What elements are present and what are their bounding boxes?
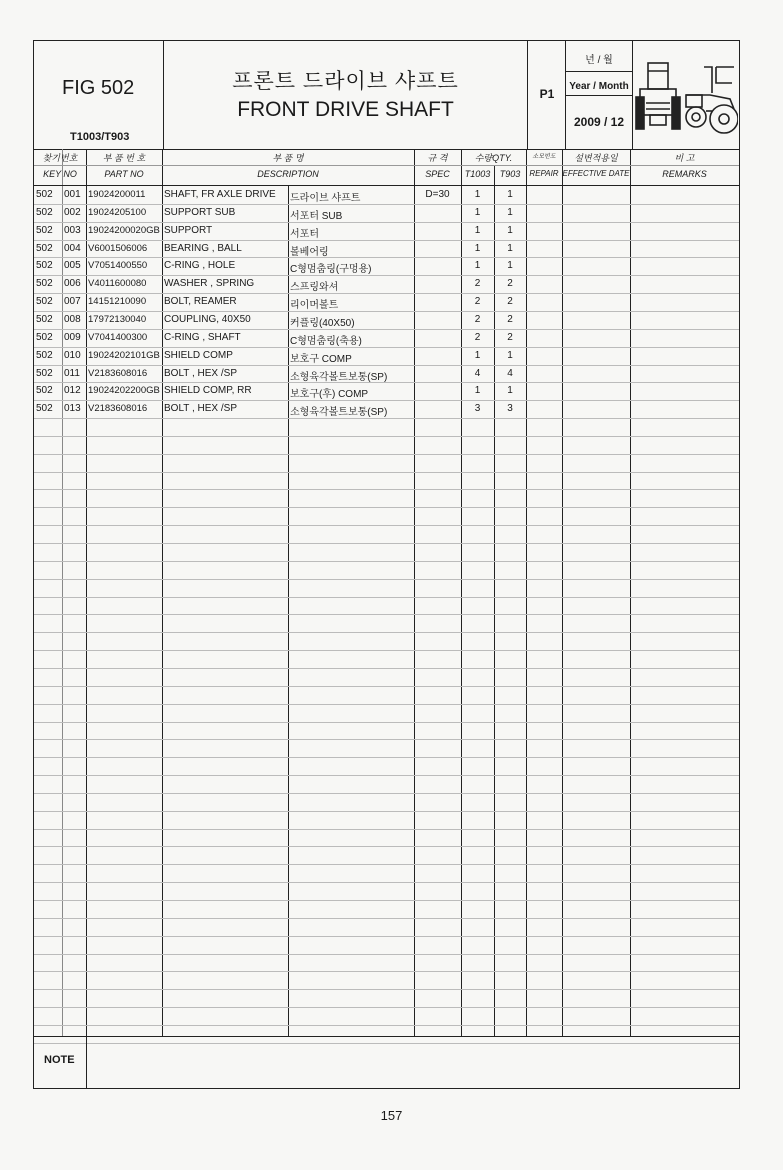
row-rule (34, 668, 739, 669)
col-spec-kr: 규 격 (427, 153, 448, 163)
cell-desc-kr: 보호구(후) COMP (290, 389, 369, 401)
note-label: NOTE (44, 1054, 75, 1066)
year-month-label-en: Year / Month (569, 81, 629, 92)
row-rule (34, 971, 739, 972)
col-effective-en: EFFECTIVE DATE (562, 169, 630, 178)
col-spec-en: SPEC (425, 169, 450, 179)
row-rule (34, 1007, 739, 1008)
year-month-label-kr: 년 / 월 (585, 55, 613, 66)
cell-fig: 502 (36, 296, 53, 308)
cell-q2: 1 (507, 260, 513, 272)
cell-q1: 1 (474, 224, 481, 236)
cell-part: V2183608016 (88, 367, 148, 379)
cell-q1: 1 (474, 260, 481, 272)
cell-q2: 1 (507, 224, 513, 236)
cell-q1: 1 (474, 349, 481, 361)
col-qty: 수량QTY. (474, 153, 513, 163)
row-rule (34, 365, 739, 366)
row-rule (34, 507, 739, 508)
row-rule (34, 846, 739, 847)
title-korean: 프론트 드라이브 샤프트 (232, 70, 459, 93)
cell-desc-kr: 드라이브 샤프트 (290, 193, 361, 204)
cell-desc-kr: 보호구 COMP (290, 353, 352, 365)
row-rule (34, 597, 739, 598)
row-rule (34, 936, 739, 937)
cell-q1: 4 (474, 367, 481, 379)
cell-desc-kr: C형멈춤링(축용) (290, 335, 362, 347)
cell-part: V4011600080 (88, 278, 147, 290)
cell-fig: 502 (36, 242, 53, 254)
row-rule (34, 650, 739, 651)
row-rule (34, 722, 739, 723)
cell-desc-en: BOLT , HEX /SP (164, 367, 237, 379)
cell-desc-en: C-RING , SHAFT (164, 331, 241, 343)
row-rule (34, 757, 739, 758)
cell-part: V7041400300 (88, 331, 148, 343)
col-qty-t1003: T1003 (464, 169, 491, 179)
cell-q2: 1 (507, 206, 513, 218)
cell-desc-kr: 서포터 SUB (290, 210, 343, 222)
row-rule (34, 900, 739, 901)
cell-desc-kr: 스프링와셔 (290, 282, 339, 294)
row-rule (34, 864, 739, 865)
cell-key: 005 (64, 260, 81, 272)
cell-spec: D=30 (425, 189, 450, 200)
cell-key: 003 (64, 224, 81, 236)
col-key-en: KEY NO (43, 169, 77, 179)
row-rule (34, 829, 739, 830)
cell-desc-en: COUPLING, 40X50 (164, 313, 251, 325)
cell-desc-en: SUPPORT (164, 224, 213, 236)
cell-key: 006 (64, 278, 81, 290)
col-repair-en: REPAIR (529, 169, 559, 178)
row-rule (34, 739, 739, 740)
cell-part: 19024202200GB (88, 385, 160, 397)
row-rule (34, 918, 739, 919)
cell-q1: 1 (474, 242, 481, 254)
cell-fig: 502 (36, 278, 53, 290)
cell-desc-en: SHAFT, FR AXLE DRIVE (164, 189, 276, 200)
cell-key: 008 (64, 313, 81, 325)
cell-key: 010 (64, 349, 81, 361)
cell-desc-en: BEARING , BALL (164, 242, 242, 254)
fig-number: FIG 502 (62, 77, 135, 99)
cell-desc-kr: 리이머볼트 (290, 300, 339, 312)
cell-desc-en: SUPPORT SUB (164, 206, 236, 218)
cell-part: V6001506006 (88, 242, 148, 254)
cell-q2: 2 (507, 313, 513, 325)
cell-q2: 2 (507, 331, 513, 343)
row-rule (34, 240, 739, 241)
row-rule (34, 329, 739, 330)
row-rule (34, 775, 739, 776)
cell-q2: 2 (507, 296, 513, 308)
row-rule (34, 436, 739, 437)
row-rule (34, 793, 739, 794)
cell-fig: 502 (36, 189, 53, 200)
row-rule (34, 489, 739, 490)
row-rule (34, 954, 739, 955)
cell-part: V7051400550 (88, 260, 148, 272)
cell-q2: 3 (507, 403, 513, 415)
cell-part: V2183608016 (88, 403, 148, 415)
row-rule (34, 525, 739, 526)
cell-part: 17972130040 (88, 313, 147, 325)
cell-desc-kr: C형멈춤링(구멍용) (290, 264, 372, 276)
sheet-header (34, 41, 739, 150)
cell-fig: 502 (36, 403, 53, 415)
cell-q2: 1 (507, 385, 513, 397)
cell-desc-en: C-RING , HOLE (164, 260, 236, 272)
cell-desc-en: SHIELD COMP (164, 349, 233, 361)
cell-desc-en: BOLT, REAMER (164, 296, 237, 308)
row-rule (34, 614, 739, 615)
cell-key: 002 (64, 206, 81, 218)
cell-q1: 1 (474, 385, 481, 397)
cell-q2: 1 (507, 189, 513, 200)
cell-key: 013 (64, 403, 81, 415)
row-rule (34, 704, 739, 705)
cell-fig: 502 (36, 206, 53, 218)
row-rule (34, 579, 739, 580)
page-number: 157 (380, 1108, 403, 1123)
row-rule (34, 686, 739, 687)
col-remarks-en: REMARKS (662, 169, 707, 179)
cell-desc-en: SHIELD COMP, RR (164, 385, 252, 397)
model-code: T1003/T903 (70, 131, 130, 143)
col-desc-en: DESCRIPTION (257, 169, 319, 179)
row-rule (34, 882, 739, 883)
cell-desc-kr: 볼베어링 (290, 246, 329, 258)
cell-desc-kr: 커플링(40X50) (290, 317, 355, 329)
col-part-en: PART NO (104, 169, 144, 179)
cell-part: 19024200020GB (88, 224, 160, 236)
cell-key: 009 (64, 331, 81, 343)
cell-q2: 2 (507, 278, 513, 290)
cell-desc-kr: 소형육각볼트보통(SP) (290, 371, 388, 383)
row-rule (34, 1025, 739, 1026)
cell-fig: 502 (36, 331, 53, 343)
cell-key: 007 (64, 296, 81, 308)
cell-key: 012 (64, 385, 81, 397)
cell-desc-kr: 서포터 (290, 228, 319, 240)
cell-q1: 3 (474, 403, 481, 415)
col-repair-kr: 소모빈도 (532, 154, 556, 160)
tractor-icon (634, 53, 738, 143)
col-part-kr: 부 품 번 호 (102, 153, 146, 163)
title-english: FRONT DRIVE SHAFT (237, 98, 454, 121)
cell-desc-en: WASHER , SPRING (164, 278, 255, 290)
cell-part: 19024202101GB (88, 349, 160, 361)
row-rule (34, 811, 739, 812)
cell-desc-kr: 소형육각볼트보통(SP) (290, 407, 388, 419)
cell-fig: 502 (36, 385, 53, 397)
row-rule (34, 454, 739, 455)
cell-part: 19024200011 (88, 189, 146, 200)
cell-q2: 1 (507, 242, 513, 254)
row-rule (34, 275, 739, 276)
cell-fig: 502 (36, 349, 53, 361)
cell-fig: 502 (36, 260, 53, 272)
cell-part: 19024205100 (88, 206, 147, 218)
row-rule (34, 561, 739, 562)
cell-desc-en: BOLT , HEX /SP (164, 403, 237, 415)
cell-key: 004 (64, 242, 81, 254)
cell-fig: 502 (36, 367, 53, 379)
row-rule (34, 1043, 739, 1044)
row-rule (34, 543, 739, 544)
row-rule (34, 632, 739, 633)
cell-q2: 1 (507, 349, 513, 361)
cell-q1: 1 (474, 206, 481, 218)
cell-fig: 502 (36, 313, 53, 325)
col-desc-kr: 부 품 명 (272, 153, 304, 163)
cell-q2: 4 (507, 367, 513, 379)
page-code: P1 (539, 87, 555, 101)
cell-q1: 2 (474, 331, 481, 343)
cell-key: 011 (64, 367, 80, 379)
col-qty-t903: T903 (499, 169, 521, 179)
parts-sheet (33, 40, 740, 1089)
cell-key: 001 (64, 189, 81, 200)
cell-q1: 2 (474, 296, 481, 308)
cell-fig: 502 (36, 224, 53, 236)
cell-q1: 2 (474, 278, 481, 290)
cell-q1: 2 (474, 313, 481, 325)
col-remarks-kr: 비 고 (674, 153, 695, 163)
col-effective-kr: 설변적용일 (574, 153, 618, 163)
cell-part: 14151210090 (88, 296, 147, 308)
row-rule (34, 472, 739, 473)
cell-q1: 1 (474, 189, 481, 200)
col-key-kr: 찾기번호 (42, 153, 78, 163)
row-rule (34, 989, 739, 990)
year-month-value: 2009 / 12 (573, 115, 625, 129)
row-rule (34, 418, 739, 419)
